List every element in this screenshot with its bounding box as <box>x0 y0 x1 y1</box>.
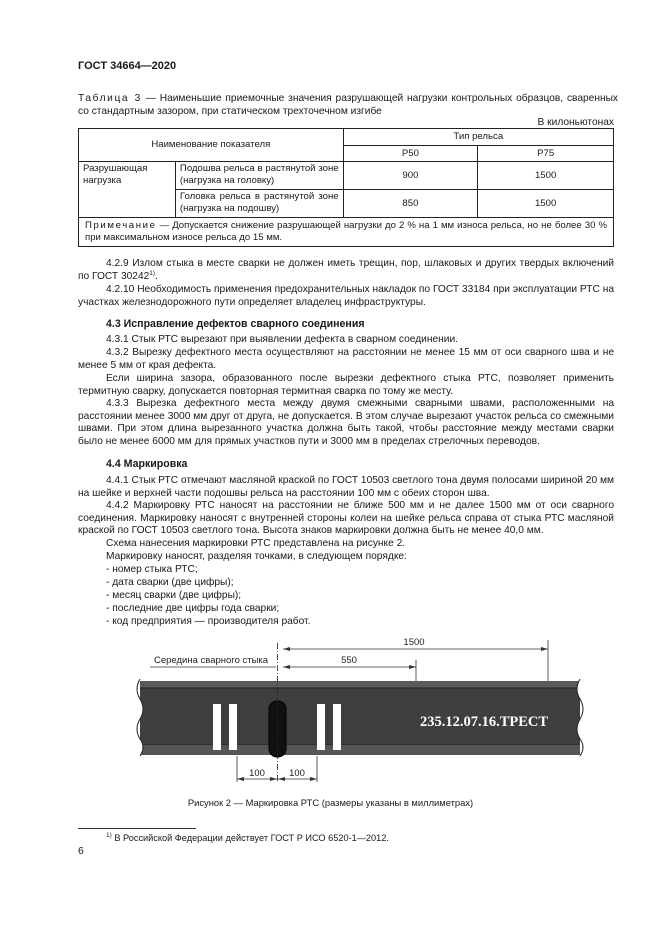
note-text: — Допускается снижение разрушающей нагрузки до 2 % на 1 мм износа рельса, но не более 30 % при максимальном износе рельса до 15 мм. <box>85 220 607 243</box>
footnote-ref: 1) <box>149 269 156 277</box>
note-label: Примечание <box>85 220 157 231</box>
header-p75: Р75 <box>478 145 614 162</box>
row-p50-value: 900 <box>343 162 478 190</box>
marking-stripe <box>229 704 237 750</box>
paragraph-4-3-2: 4.3.2 Вырезку дефектного места осуществляют на расстоянии не менее 15 мм от оси сварного шва и не менее 5 мм от края дефекта. <box>78 347 614 371</box>
footnote-text: В Российской Федерации действует ГОСТ Р ИСО 6520-1—2012. <box>111 833 389 843</box>
section-heading-4-3: 4.3 Исправление дефектов сварного соединения <box>106 318 365 330</box>
footnote-mark: 1) <box>106 832 112 839</box>
center-label: Середина сварного стыка <box>154 655 269 666</box>
dimension-label-1500: 1500 <box>403 637 425 648</box>
row-p50-value: 850 <box>343 190 478 218</box>
section-heading-4-4: 4.4 Маркировка <box>106 458 188 470</box>
rail-head <box>140 681 580 688</box>
footnote <box>106 832 389 845</box>
header-p50: Р50 <box>343 145 478 162</box>
arrowhead <box>283 665 290 669</box>
arrowhead <box>409 665 416 669</box>
dimension-label-100-right: 100 <box>289 768 305 779</box>
arrowhead <box>283 647 290 651</box>
row-name: Головка рельса в растянутой зоне (нагрузка на подошву) <box>175 190 343 218</box>
list-item: - последние две цифры года сварки; <box>106 603 280 614</box>
list-item: - дата сварки (две цифры); <box>106 577 234 588</box>
marking-stripe <box>213 704 221 750</box>
row-p75-value: 1500 <box>478 162 614 190</box>
list-item: - месяц сварки (две цифры); <box>106 590 242 601</box>
paragraph-4-4-1: 4.4.1 Стык РТС отмечают масляной краской по ГОСТ 10503 светлого тона двумя полосами шириной 20 мм на шейке и верхней части подошвы рельса на расстоянии 100 мм с обеих сторон шва. <box>78 475 614 499</box>
rail-marking-text: 235.12.07.16.ТРЕСТ <box>419 714 549 730</box>
row-group-label: Разрушающая нагрузка <box>79 162 176 218</box>
paragraph-4-3-3: 4.3.3 Вырезка дефектного места между двумя смежными сварными швами, расположенными на расстоянии менее 3000 мм друг от друга, не допускается. В этом случае вырезают участок рельса со смежными швами. При этом длина вырезанного участка должна быть такой, чтобы расстояние между местами сварки было не менее 6000 мм для прямых участков пути и 3000 мм в пределах стрелочных переводов. <box>78 398 614 447</box>
list-item: - код предприятия — производителя работ. <box>106 616 311 627</box>
arrowhead <box>237 777 244 781</box>
paragraph-4-2-10: 4.2.10 Необходимость применения предохранительных накладок по ГОСТ 33184 при эксплуатации РТС на участках железнодорожного пути определяет владелец инфраструктуры. <box>78 284 614 308</box>
table-label: Таблица 3 <box>78 93 142 104</box>
figure-caption: Рисунок 2 — Маркировка РТС (размеры указаны в миллиметрах) <box>187 797 474 808</box>
marking-stripe <box>317 704 325 750</box>
dimension-label-550: 550 <box>341 655 357 666</box>
list-item: - номер стыка РТС; <box>106 564 198 575</box>
arrowhead <box>310 777 317 781</box>
paragraph-4-3-1: 4.3.1 Стык РТС вырезают при выявлении дефекта в сварном соединении. <box>106 334 458 345</box>
header-indicator: Наименование показателя <box>79 129 344 162</box>
page-number: 6 <box>78 845 84 857</box>
paragraph-4-4-2-c: Маркировку наносят, разделяя точками, в следующем порядке: <box>106 551 407 562</box>
arrowhead <box>541 647 548 651</box>
paragraph-4-4-2: 4.4.2 Маркировку РТС наносят на расстоянии не ближе 500 мм и не далее 1500 мм от оси сварного соединения. Маркировку наносят с внутренней стороны колеи на шейке рельса справа от стыка РТС масляной краской по ГОСТ 10503 светлого тона. Высота знаков маркировки должна быть не менее 40,0 мм. <box>78 500 614 537</box>
rail-foot <box>140 745 580 755</box>
paragraph-text: 4.2.9 Излом стыка в месте сварки не должен иметь трещин, пор, шлаковых и других твердых включений по ГОСТ 30242 <box>78 258 614 282</box>
marking-stripe <box>333 704 341 750</box>
paragraph-4-3-2-b: Если ширина зазора, образованного после вырезки дефектного стыка РТС, позволяет применить термитную сварку, допускается повторная термитная сварка по тому же месту. <box>78 373 614 397</box>
header-rail-type: Тип рельса <box>343 129 613 146</box>
paragraph-4-4-2-b: Схема нанесения маркировки РТС представлена на рисунке 2. <box>106 538 406 549</box>
document-header: ГОСТ 34664—2020 <box>78 60 177 72</box>
row-name: Подошва рельса в растянутой зоне (нагрузка на головку) <box>175 162 343 190</box>
table-caption-text: — Наименьшие приемочные значения разрушающей нагрузки контрольных образцов, сваренных со стандартным зазором, при статическом трехточечном изгибе <box>78 93 619 117</box>
footnote-divider <box>78 828 196 829</box>
arrowhead <box>270 777 277 781</box>
arrowhead <box>278 777 285 781</box>
dimension-label-100-left: 100 <box>249 768 265 779</box>
table-units: В килоньютонах <box>537 117 614 128</box>
row-p75-value: 1500 <box>478 190 614 218</box>
paragraph-text-end: . <box>155 270 158 282</box>
